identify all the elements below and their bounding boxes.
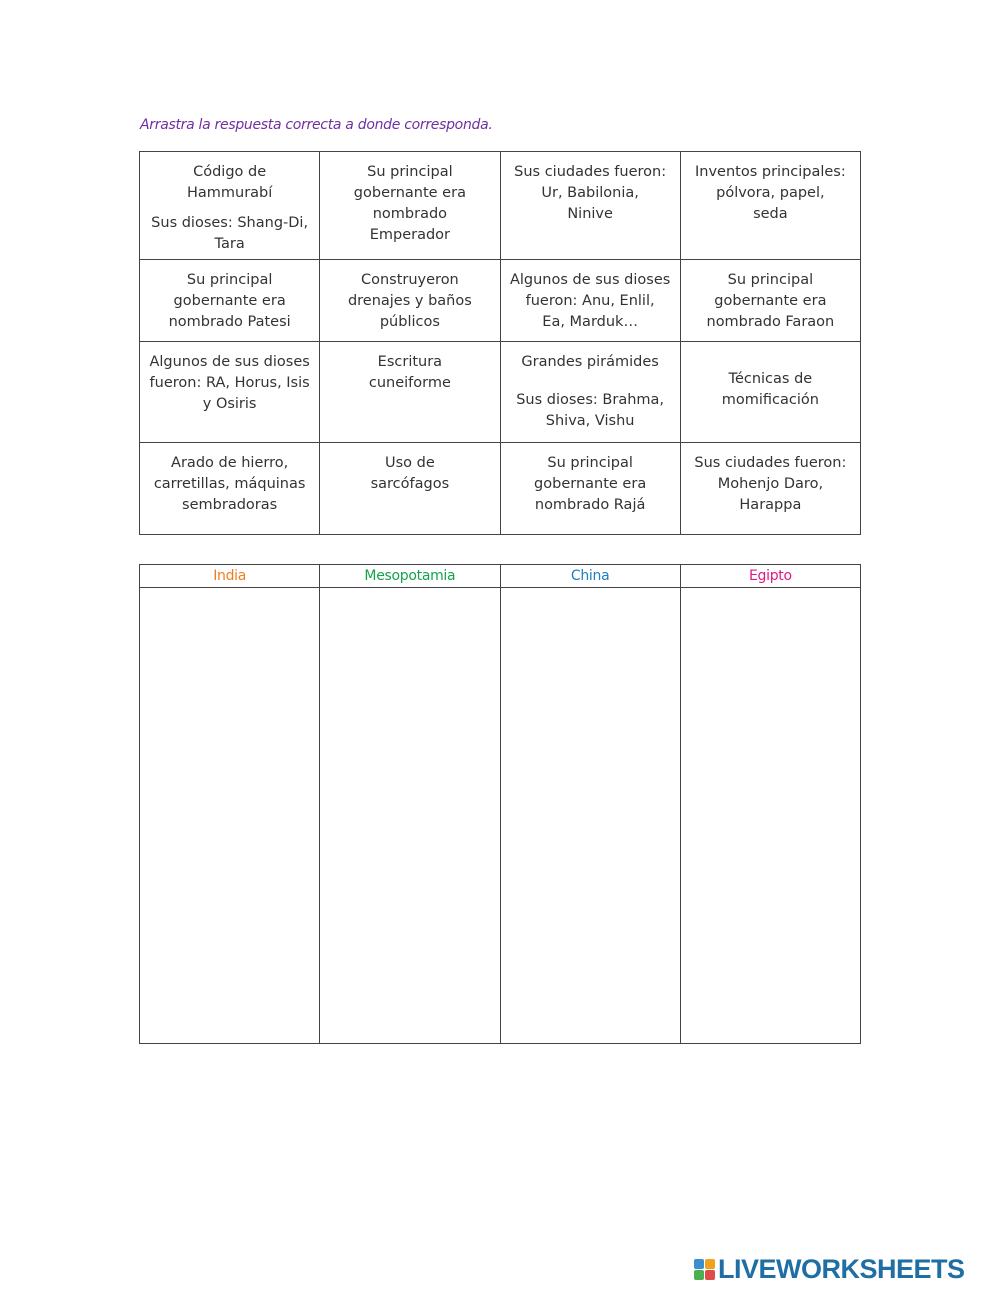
cards-row: [140, 443, 861, 535]
card-text: Escritura: [377, 354, 443, 370]
card-text: Ninive: [567, 206, 613, 222]
card-text: Uso de: [384, 455, 435, 471]
answer-card-patesi[interactable]: [140, 260, 320, 342]
card-text: Sus ciudades fueron:: [694, 455, 847, 471]
card-text: drenajes y baños: [347, 293, 472, 309]
card-text: carretillas, máquinas: [153, 476, 306, 492]
answer-card-anu-enlil[interactable]: [500, 260, 680, 342]
drop-zone-row: [140, 588, 861, 1044]
card-text: nombrado: [372, 206, 448, 222]
card-text: Grandes pirámides: [521, 354, 659, 370]
answer-card-drenajes[interactable]: [320, 260, 500, 342]
card-text: Mohenjo Daro,: [717, 476, 824, 492]
category-header-egipto: Egipto: [680, 565, 860, 588]
card-text: Su principal: [547, 455, 633, 471]
card-text: sembradoras: [182, 497, 278, 513]
liveworksheets-logo: [694, 1254, 965, 1284]
drop-zone-egipto[interactable]: [680, 588, 860, 1044]
card-text: gobernante era: [714, 293, 827, 309]
card-text: pólvora, papel,: [716, 185, 825, 201]
card-text: nombrado Patesi: [168, 314, 291, 330]
card-text: Código de: [193, 164, 267, 180]
card-text: Algunos de sus dioses: [509, 272, 671, 288]
answer-card-hammurabi[interactable]: [140, 152, 320, 260]
answer-cards-table: [139, 151, 861, 535]
card-text: fueron: RA, Horus, Isis: [149, 375, 310, 391]
card-text: Harappa: [739, 497, 802, 513]
card-text: Arado de hierro,: [171, 455, 289, 471]
card-text: Emperador: [369, 227, 451, 243]
card-text: Ur, Babilonia,: [541, 185, 639, 201]
instruction-text: Arrastra la respuesta correcta a donde corresponda.: [140, 117, 493, 133]
card-text: gobernante era: [173, 293, 286, 309]
answer-card-momificacion[interactable]: [680, 342, 860, 443]
logo-tile: [694, 1259, 704, 1269]
answer-card-sarcofagos[interactable]: [320, 443, 500, 535]
card-text: momificación: [721, 392, 819, 408]
answer-card-inventos[interactable]: [680, 152, 860, 260]
sorting-header-row: [140, 565, 861, 588]
cards-row: [140, 260, 861, 342]
answer-card-ur-babilonia[interactable]: [500, 152, 680, 260]
category-header-mesopotamia: Mesopotamia: [320, 565, 500, 588]
answer-card-cuneiforme[interactable]: [320, 342, 500, 443]
card-text: públicos: [379, 314, 440, 330]
card-text: Shiva, Vishu: [545, 413, 635, 429]
card-text: gobernante era: [534, 476, 647, 492]
answer-card-raja[interactable]: [500, 443, 680, 535]
card-text: fueron: Anu, Enlil,: [525, 293, 655, 309]
answer-card-mohenjo-daro[interactable]: [680, 443, 860, 535]
logo-tile: [705, 1259, 715, 1269]
card-text: Hammurabí: [186, 185, 273, 201]
card-text: nombrado Faraon: [706, 314, 835, 330]
card-text: seda: [753, 206, 788, 222]
drop-zone-india[interactable]: [140, 588, 320, 1044]
card-text: Construyeron: [360, 272, 459, 288]
cards-row: [140, 152, 861, 260]
category-header-india: India: [140, 565, 320, 588]
card-text: sarcófagos: [370, 476, 450, 492]
logo-tile: [705, 1270, 715, 1280]
card-text: Inventos principales:: [695, 164, 846, 180]
logo-tile: [694, 1270, 704, 1280]
answer-card-piramides-brahma[interactable]: [500, 342, 680, 443]
answer-card-faraon[interactable]: [680, 260, 860, 342]
card-text: Ea, Marduk…: [542, 314, 638, 330]
cards-row: [140, 342, 861, 443]
drop-zone-mesopotamia[interactable]: [320, 588, 500, 1044]
card-text: Sus dioses: Shang-Di,: [151, 215, 309, 231]
card-text: Sus ciudades fueron:: [514, 164, 667, 180]
category-header-china: China: [500, 565, 680, 588]
answer-card-arado[interactable]: [140, 443, 320, 535]
card-text: Su principal: [367, 164, 453, 180]
card-text: Sus dioses: Brahma,: [516, 392, 665, 408]
card-text: cuneiforme: [368, 375, 451, 391]
card-text: nombrado Rajá: [534, 497, 646, 513]
card-text: gobernante era: [353, 185, 466, 201]
card-text: Algunos de sus dioses: [149, 354, 310, 370]
card-text: Tara: [214, 236, 245, 252]
card-text: y Osiris: [202, 396, 257, 412]
answer-card-ra-horus[interactable]: [140, 342, 320, 443]
card-text: Su principal: [186, 272, 273, 288]
card-text: Técnicas de: [728, 371, 813, 387]
card-text: Su principal: [727, 272, 814, 288]
logo-mark-icon: [694, 1259, 715, 1280]
drop-zone-china[interactable]: [500, 588, 680, 1044]
sorting-table: [139, 564, 861, 1044]
logo-text: LIVEWORKSHEETS: [718, 1253, 965, 1284]
answer-card-emperador[interactable]: [320, 152, 500, 260]
